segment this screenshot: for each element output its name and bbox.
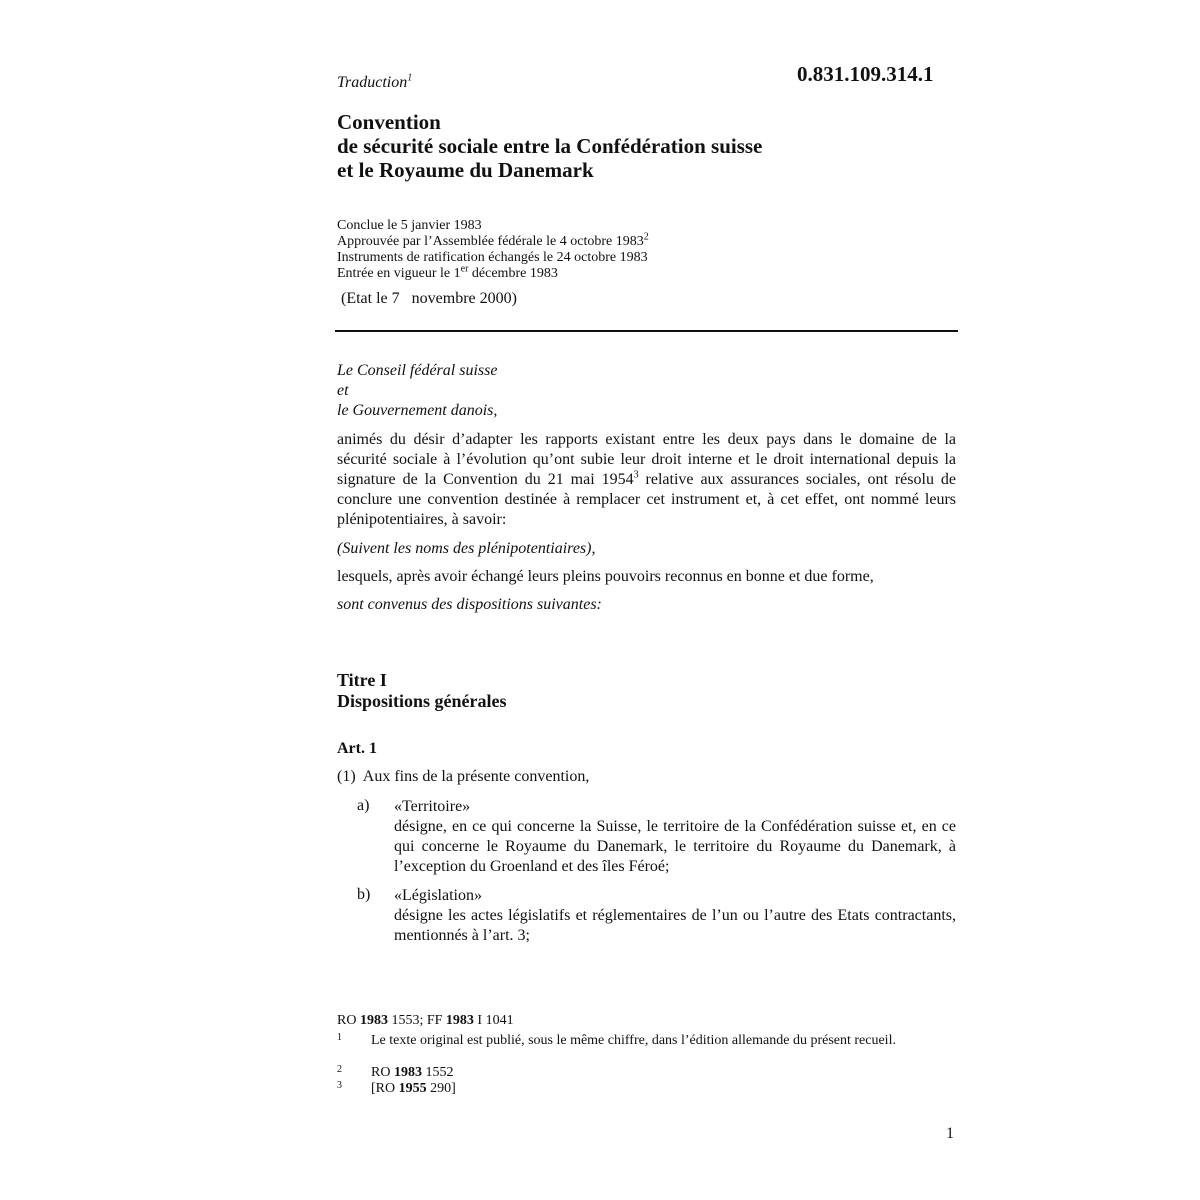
footnote-ref-3[interactable]: 3: [633, 469, 639, 481]
footnote-text: RO 1983 1552: [371, 1065, 454, 1080]
section-heading: [337, 670, 507, 712]
status-date: (Etat le 7 novembre 2000): [341, 290, 517, 307]
footnote-ref-1[interactable]: 1: [407, 72, 413, 84]
definition-text: désigne, en ce qui concerne la Suisse, le territoire de la Confédération suisse et, en ce qui concerne le Royaume du Danemark, le territoire du Royaume du Danemark, à l’exception du Groenland et des îles Féroé;: [394, 818, 956, 875]
footnote-1: [337, 1033, 977, 1065]
definition-term: «Législation»: [394, 887, 482, 904]
footnote-text: Le texte original est publié, sous le même chiffre, dans l’édition allemande du présent recueil.: [371, 1033, 896, 1048]
footnote-number: 2: [337, 1064, 342, 1075]
sr-number: 0.831.109.314.1: [797, 62, 934, 86]
definition-item: [394, 886, 956, 946]
translation-label: Traduction$^1$: [337, 72, 413, 91]
contracting-parties: [337, 361, 497, 421]
title-line-3: et le Royaume du Danemark: [337, 158, 594, 182]
divider-rule: [335, 330, 958, 332]
title-line-2: de sécurité sociale entre la Confédération suisse: [337, 134, 763, 158]
conclusion-date: Conclue le 5 janvier 1983: [337, 218, 482, 233]
definition-term: «Territoire»: [394, 798, 471, 815]
party-denmark: le Gouvernement danois,: [337, 402, 498, 419]
footnote-number: 3: [337, 1080, 342, 1091]
section-number: Titre I: [337, 670, 387, 690]
footnote-ref-2[interactable]: 2: [643, 231, 649, 243]
party-conjunction: et: [337, 382, 349, 399]
source-reference: RO 1983 1553; FF 1983 I 1041: [337, 1013, 514, 1028]
preamble-text: animés du désir d’adapter les rapports existant entre les deux pays dans le domaine de la sécurité sociale à l’évolution qu’ont subie leur droit interne et le droit international depuis la signature de la Convention du 21 mai 1954$^3$ relative aux assurances sociales, ont résolu de conclure une convention destinée à remplacer cet instrument et, à cet effet, ont nommé leurs plénipotentiaires, à savoir:: [337, 431, 957, 528]
footnote-2: [337, 1065, 977, 1081]
footnote-3: [337, 1081, 977, 1097]
approval-date: Approuvée par l’Assemblée fédérale le 4 octobre 1983$^2$: [337, 231, 649, 249]
definition-item: [394, 797, 956, 877]
preamble-lesquels: lesquels, après avoir échangé leurs pleins pouvoirs reconnus en bonne et due forme,: [337, 568, 874, 585]
preamble-agreed: sont convenus des dispositions suivantes:: [337, 596, 602, 613]
plenipotentiaries-note: (Suivent les noms des plénipotentiaires),: [337, 540, 596, 557]
party-switzerland: Le Conseil fédéral suisse: [337, 362, 498, 379]
definition-text: désigne les actes législatifs et réglementaires de l’un ou l’autre des Etats contractants, mentionnés à l’art. 3;: [394, 907, 956, 944]
item-letter-b: b): [357, 886, 371, 903]
footnote-text: [RO 1955 290]: [371, 1081, 456, 1096]
section-name: Dispositions générales: [337, 691, 507, 711]
document-metadata: [337, 218, 649, 282]
document-title: [337, 110, 762, 182]
title-line-1: Convention: [337, 110, 441, 134]
page-number: 1: [946, 1125, 954, 1142]
article-paragraph-1: (1) Aux fins de la présente convention,: [337, 768, 590, 785]
item-letter-a: a): [357, 797, 370, 814]
entry-into-force: Entrée en vigueur le 1er décembre 1983: [337, 263, 558, 281]
article-heading: Art. 1: [337, 740, 377, 757]
footnote-number: 1: [337, 1032, 342, 1043]
ratification-date: Instruments de ratification échangés le 24 octobre 1983: [337, 250, 648, 265]
